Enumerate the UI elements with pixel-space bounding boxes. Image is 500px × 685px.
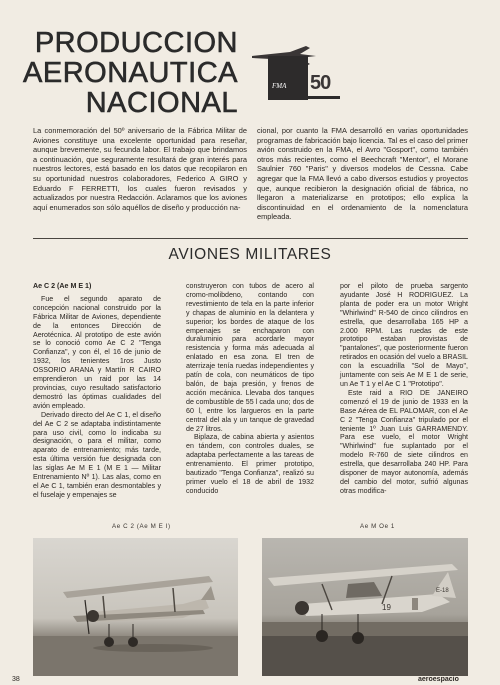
biplane-illustration	[33, 538, 238, 676]
body-paragraph: construyeron con tubos de acero al cromo-molibdeno, contando con revestimiento de tela en la parte inferior y chapas de aluminio en la delantera y superior; los bordes de ataque de los empenajes se enchaparon con duraluminio para acordarle mayor resistencia y forma más adecuada al enlatado en esa zona. El tren de aterrizaje tenía ruedas independientes y patín de cola, con neumáticos de tipo balón, de baja presión, y frenos de acción mecánica. Llevaba dos tanques de combustible de 55 l cada uno; dos de 60 l, entre los largueros en la parte central del ala y un tanque de gravedad de 27 litros.	[186, 282, 314, 433]
aircraft-heading: Ae C 2 (Ae M E 1)	[33, 282, 92, 290]
section-title: AVIONES MILITARES	[168, 246, 332, 263]
body-paragraph: Este raid a RIO DE JANEIRO comenzó el 19 de junio de 1933 en la Base Aérea de EL PALOMAR, con el Ae C 2 "Tenga Confianza" tripulado por el teniente 1º Juan Luis GARRAMENDY. Para ese vuelo, el motor Wright "Whirlwind" fue suplantado por el modelo R-760 de siete cilindros en estrella, que desarrollaba 240 HP. Para disponer de mayor autonomía, además del cambio del motor, sufrió algunas otras modifica-	[340, 388, 468, 495]
body-column-3	[340, 282, 468, 496]
title-line-1: PRODUCCION	[34, 27, 238, 59]
aircraft-photo-left	[33, 538, 238, 676]
body-paragraph: Derivado directo del Ae C 1, el diseño del Ae C 2 se adaptaba indistintamente para uso civil, como lo indicaba su designación, o para el militar, como aparato de entrenamiento; más tarde, esta última versión fue designada con las siglas Ae M E 1 (M E 1 — Militar Entrenamiento Nº 1). Las alas, como en el Ae C 1, también eran desmontables y el fuselaje y empenajes se	[33, 410, 161, 499]
body-column-2	[186, 282, 314, 496]
photo-caption-right: Ae M Oe 1	[360, 523, 395, 530]
article-title	[23, 28, 238, 118]
intro-left-column	[33, 126, 247, 212]
intro-right-column	[257, 126, 468, 222]
tail-marking: E-18	[436, 588, 449, 594]
photo-caption-left: Ae C 2 (Ae M E I)	[112, 523, 171, 530]
logo-50-number: 50	[310, 72, 331, 94]
magazine-name: aeroespacio	[418, 676, 459, 683]
monoplane-illustration	[262, 538, 468, 676]
section-rule	[33, 238, 468, 239]
body-paragraph: por el piloto de prueba sargento ayudante José H RODRIGUEZ. La planta de poder era un motor Wright "Whirlwind" R-540 de cinco cilindros en estrella, que desarrollaba 165 HP a 2.000 RPM. Las ruedas de este prototipo estaban provistas de "pantalones", que posteriormente fueron retirados en ocasión del vuelo a BRASIL con la escuadrilla "Sol de Mayo", juntamente con seis Ae M E 1 de serie, un Ae T 1 y el Ae C 1 "Prototipo".	[340, 282, 468, 388]
logo-fma-text: FMA	[272, 82, 287, 90]
body-column-1	[33, 282, 161, 500]
logo-bar	[308, 96, 340, 99]
body-paragraph: Fue el segundo aparato de concepción nacional construido por la Fábrica Militar de Aviones, dependiente de la entonces Dirección de Aerotécnica. Al prototipo de este avión se lo conoció como Ae C 2 "Tenga Confianza", y con él, el 16 de junio de 1932, los tenientes 1ros Justo OSSORIO ARANA y Martín R CAIRO emprendieron un raid por las 14 provincias, cuyo resultado satisfactorio demostró las óptimas cualidades del avión empleado.	[33, 294, 161, 410]
intro-right-text: cional, por cuanto la FMA desarrolló en varias oportunidades programas de fabricación bajo licencia. Tal es el caso del primer avión construido en la FMA, el Avro "Gosport", como también otros más recientes, como el Beechcraft "Mentor", el Morane Saulnier 760 "Paris" y diversos modelos de Cessna. Cabe agregar que la FMA llevó a cabo diversos estudios y proyectos que, aunque recibieron la designación oficial de fábrica, no llegaron a materializarse en prototipos; ello explica la discontinuidad en el ordenamiento de la nomenclatura empleada.	[257, 126, 468, 222]
title-line-3: NACIONAL	[85, 87, 238, 119]
page-number: 38	[12, 676, 20, 683]
title-line-2: AERONAUTICA	[23, 57, 238, 89]
fuselage-marking: 19	[382, 603, 391, 612]
logo-square	[268, 56, 308, 100]
fma-50-logo	[268, 56, 346, 118]
aircraft-photo-right	[262, 538, 468, 676]
body-paragraph: Biplaza, de cabina abierta y asientos en tándem, con controles duales, se adaptaba perfectamente a las tareas de entrenamiento. El primer prototipo, bautizado "Tenga Confianza", realizó su primer vuelo el 18 de abril de 1932 conducido	[186, 433, 314, 495]
intro-left-text: La conmemoración del 50º aniversario de la Fábrica Militar de Aviones constituye una excelente oportunidad para reseñar, aunque brevemente, su fecunda labor. El trabajo que brindamos a continuación, que seguramente resultará de gran interés para nuestros lectores, está basado en los datos que recopilaron en su oportunidad nuestros colaboradores, Federico A GIRO y Eduardo F FERRETTI, los cuales fueron revisados y actualizados por nuestra Redacción. Aclaramos que los aviones aquí enumerados son sólo aquéllos de diseño y producción na-	[33, 126, 247, 212]
